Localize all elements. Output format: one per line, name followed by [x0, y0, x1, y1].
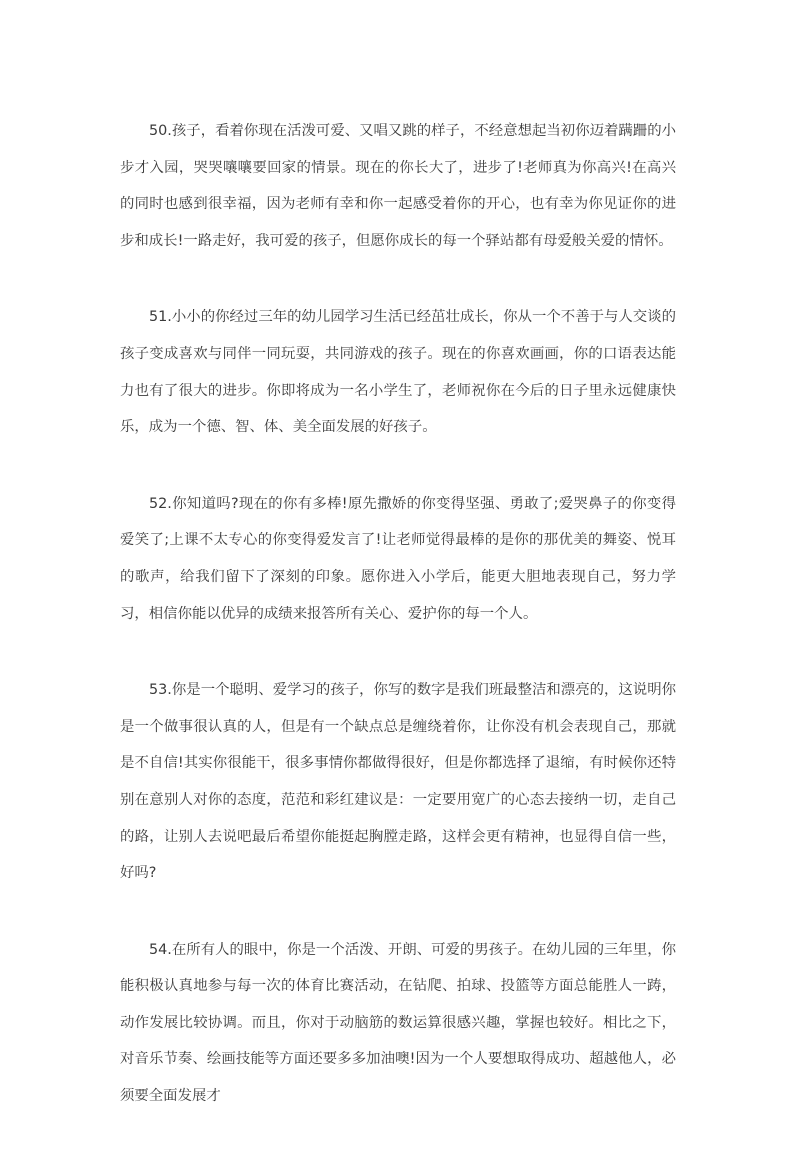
document-body — [120, 113, 676, 1155]
paragraph-52: 52.你知道吗?现在的你有多棒!原先撒娇的你变得坚强、勇敢了;爱哭鼻子的你变得爱笑了;上课不太专心的你变得爱发言了!让老师觉得最棒的是你的那优美的舞姿、悦耳的歌声，给我们留下了深刻的印象。愿你进入小学后，能更大胆地表现自己，努力学习，相信你能以优异的成绩来报答所有关心、爱护你的每一个人。 — [120, 495, 676, 622]
paragraph-53: 53.你是一个聪明、爱学习的孩子，你写的数字是我们班最整洁和漂亮的，这说明你是一个做事很认真的人，但是有一个缺点总是缠绕着你，让你没有机会表现自己，那就是不自信!其实你很能干，很多事情你都做得很好，但是你都选择了退缩，有时候你还特别在意别人对你的态度，范范和彩红建议是：一定要用宽广的心态去接纳一切，走自己的路，让别人去说吧最后希望你能挺起胸膛走路，这样会更有精神，也显得自信一些，好吗? — [120, 682, 676, 882]
paragraph-54: 54.在所有人的眼中，你是一个活泼、开朗、可爱的男孩子。在幼儿园的三年里，你能积极认真地参与每一次的体育比赛活动，在钻爬、拍球、投篮等方面总能胜人一踌，动作发展比较协调。而且，你对于动脑筋的数运算很感兴趣，掌握也较好。相比之下，对音乐节奏、绘画技能等方面还要多多加油噢!因为一个人要想取得成功、超越他人，必须要全面发展才 — [120, 941, 676, 1105]
paragraph-51: 51.小小的你经过三年的幼儿园学习生活已经茁壮成长，你从一个不善于与人交谈的孩子变成喜欢与同伴一同玩耍，共同游戏的孩子。现在的你喜欢画画，你的口语表达能力也有了很大的进步。你即将成为一名小学生了，老师祝你在今后的日子里永远健康快乐，成为一个德、智、体、美全面发展的好孩子。 — [120, 309, 676, 436]
paragraph-50: 50.孩子，看着你现在活泼可爱、又唱又跳的样子，不经意想起当初你迈着蹒跚的小步才入园，哭哭嚷嚷要回家的情景。现在的你长大了，进步了!老师真为你高兴!在高兴的同时也感到很幸福，因为老师有幸和你一起感受着你的开心，也有幸为你见证你的进步和成长!一路走好，我可爱的孩子，但愿你成长的每一个驿站都有母爱般关爱的情怀。 — [120, 123, 676, 249]
